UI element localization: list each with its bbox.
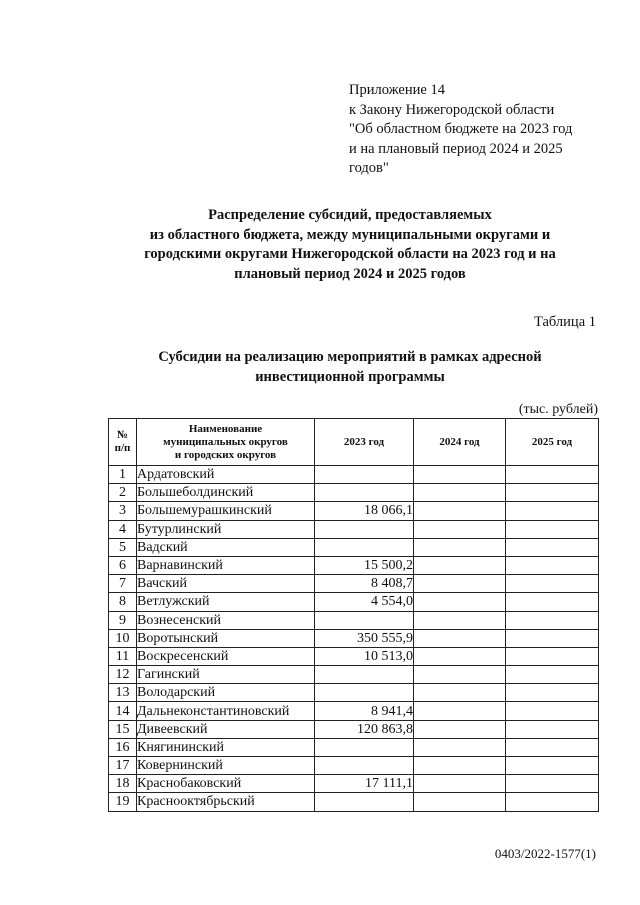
row-number-cell: 6 <box>109 556 137 574</box>
value-2025-cell <box>506 738 599 756</box>
appendix-line: и на плановый период 2024 и 2025 <box>349 140 563 157</box>
table-row <box>109 684 599 702</box>
value-2023-cell: 350 555,9 <box>315 629 414 647</box>
row-number-cell: 1 <box>109 466 137 484</box>
row-number-cell: 4 <box>109 520 137 538</box>
value-2024-cell <box>414 738 506 756</box>
table-row <box>109 611 599 629</box>
title-line: Распределение субсидий, предоставляемых <box>208 207 492 223</box>
value-2023-cell <box>315 611 414 629</box>
value-2023-cell <box>315 757 414 775</box>
value-2025-cell <box>506 775 599 793</box>
value-2023-cell <box>315 466 414 484</box>
value-2025-cell <box>506 684 599 702</box>
header-2023: 2023 год <box>315 419 414 466</box>
district-name-cell: Краснобаковский <box>137 775 315 793</box>
value-2023-cell: 8 941,4 <box>315 702 414 720</box>
district-name-cell: Бутурлинский <box>137 520 315 538</box>
district-name-cell: Большеболдинский <box>137 484 315 502</box>
row-number-cell: 12 <box>109 666 137 684</box>
value-2024-cell <box>414 775 506 793</box>
value-2024-cell <box>414 484 506 502</box>
value-2024-cell <box>414 793 506 811</box>
row-number-cell: 3 <box>109 502 137 520</box>
header-name: Наименование муниципальных округов и городских округов <box>137 419 315 466</box>
table-row <box>109 702 599 720</box>
value-2023-cell: 17 111,1 <box>315 775 414 793</box>
row-number-cell: 5 <box>109 538 137 556</box>
value-2023-cell <box>315 484 414 502</box>
district-name-cell: Ветлужский <box>137 593 315 611</box>
row-number-cell: 14 <box>109 702 137 720</box>
table-row <box>109 538 599 556</box>
table-row <box>109 575 599 593</box>
value-2025-cell <box>506 575 599 593</box>
table-row <box>109 757 599 775</box>
table-row <box>109 466 599 484</box>
value-2025-cell <box>506 757 599 775</box>
table-title-line: инвестиционной программы <box>255 368 445 385</box>
table-row <box>109 666 599 684</box>
title-line: плановый период 2024 и 2025 годов <box>234 265 466 282</box>
district-name-cell: Большемурашкинский <box>137 502 315 520</box>
table-header-row <box>109 419 599 466</box>
district-name-cell: Ардатовский <box>137 466 315 484</box>
value-2024-cell <box>414 575 506 593</box>
header-num: № п/п <box>109 419 137 466</box>
value-2024-cell <box>414 720 506 738</box>
value-2023-cell: 18 066,1 <box>315 502 414 520</box>
table-row <box>109 793 599 811</box>
district-name-cell: Володарский <box>137 684 315 702</box>
value-2023-cell: 15 500,2 <box>315 556 414 574</box>
value-2023-cell: 8 408,7 <box>315 575 414 593</box>
table-row <box>109 484 599 502</box>
district-name-cell: Вачский <box>137 575 315 593</box>
title-line: городскими округами Нижегородской области на 2023 год и на <box>144 246 556 262</box>
value-2024-cell <box>414 556 506 574</box>
district-name-cell: Дивеевский <box>137 720 315 738</box>
row-number-cell: 9 <box>109 611 137 629</box>
table-title <box>120 348 580 387</box>
value-2024-cell <box>414 684 506 702</box>
value-2024-cell <box>414 666 506 684</box>
appendix-line: годов" <box>349 160 389 176</box>
value-2025-cell <box>506 593 599 611</box>
units-label: (тыс. рублей) <box>518 402 598 417</box>
row-number-cell: 15 <box>109 720 137 738</box>
document-title <box>120 206 580 284</box>
table-title-line: Субсидии на реализацию мероприятий в рамках адресной <box>158 349 542 365</box>
value-2023-cell <box>315 666 414 684</box>
table-row <box>109 629 599 647</box>
value-2025-cell <box>506 484 599 502</box>
district-name-cell: Гагинский <box>137 666 315 684</box>
value-2025-cell <box>506 702 599 720</box>
row-number-cell: 19 <box>109 793 137 811</box>
district-name-cell: Воскресенский <box>137 647 315 665</box>
value-2025-cell <box>506 538 599 556</box>
row-number-cell: 16 <box>109 738 137 756</box>
value-2025-cell <box>506 629 599 647</box>
value-2023-cell <box>315 684 414 702</box>
value-2025-cell <box>506 720 599 738</box>
value-2025-cell <box>506 666 599 684</box>
header-2024: 2024 год <box>414 419 506 466</box>
value-2025-cell <box>506 502 599 520</box>
row-number-cell: 7 <box>109 575 137 593</box>
district-name-cell: Вадский <box>137 538 315 556</box>
table-row <box>109 738 599 756</box>
value-2024-cell <box>414 702 506 720</box>
table-label: Таблица 1 <box>533 314 596 330</box>
value-2024-cell <box>414 757 506 775</box>
row-number-cell: 10 <box>109 629 137 647</box>
table-row <box>109 556 599 574</box>
value-2024-cell <box>414 520 506 538</box>
row-number-cell: 18 <box>109 775 137 793</box>
value-2023-cell <box>315 738 414 756</box>
value-2024-cell <box>414 647 506 665</box>
value-2025-cell <box>506 556 599 574</box>
value-2024-cell <box>414 466 506 484</box>
district-name-cell: Княгининский <box>137 738 315 756</box>
table-row <box>109 775 599 793</box>
table-body <box>109 466 599 812</box>
table-row <box>109 593 599 611</box>
row-number-cell: 11 <box>109 647 137 665</box>
district-name-cell: Ковернинский <box>137 757 315 775</box>
table-row <box>109 502 599 520</box>
value-2024-cell <box>414 593 506 611</box>
district-name-cell: Вознесенский <box>137 611 315 629</box>
district-name-cell: Воротынский <box>137 629 315 647</box>
value-2024-cell <box>414 629 506 647</box>
row-number-cell: 2 <box>109 484 137 502</box>
value-2023-cell: 120 863,8 <box>315 720 414 738</box>
value-2025-cell <box>506 466 599 484</box>
value-2024-cell <box>414 502 506 520</box>
title-line: из областного бюджета, между муниципальными округами и <box>149 226 551 243</box>
document-code: 0403/2022-1577(1) <box>494 846 596 861</box>
district-name-cell: Краснооктябрьский <box>137 793 315 811</box>
value-2023-cell <box>315 520 414 538</box>
value-2024-cell <box>414 611 506 629</box>
district-name-cell: Дальнеконстантиновский <box>137 702 315 720</box>
district-name-cell: Варнавинский <box>137 556 315 574</box>
value-2025-cell <box>506 520 599 538</box>
row-number-cell: 8 <box>109 593 137 611</box>
subsidies-table <box>108 418 599 812</box>
value-2024-cell <box>414 538 506 556</box>
value-2023-cell: 10 513,0 <box>315 647 414 665</box>
value-2023-cell: 4 554,0 <box>315 593 414 611</box>
row-number-cell: 13 <box>109 684 137 702</box>
appendix-line: "Об областном бюджете на 2023 год <box>349 121 573 137</box>
value-2025-cell <box>506 611 599 629</box>
value-2025-cell <box>506 793 599 811</box>
value-2023-cell <box>315 793 414 811</box>
appendix-block <box>349 81 609 179</box>
table-row <box>109 647 599 665</box>
appendix-line: к Закону Нижегородской области <box>349 101 555 118</box>
table-row <box>109 720 599 738</box>
appendix-line: Приложение 14 <box>349 82 445 98</box>
value-2023-cell <box>315 538 414 556</box>
table-row <box>109 520 599 538</box>
header-2025: 2025 год <box>506 419 599 466</box>
value-2025-cell <box>506 647 599 665</box>
row-number-cell: 17 <box>109 757 137 775</box>
